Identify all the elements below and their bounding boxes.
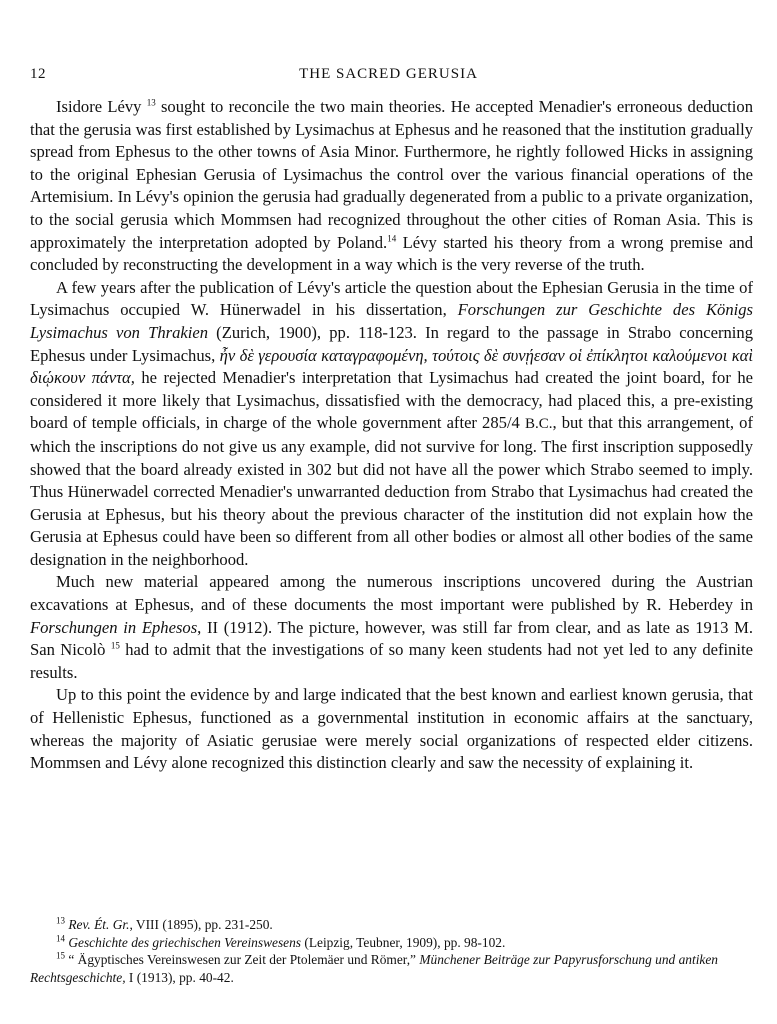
text: (Zurich, 1900), pp. 118-123. In regard to the passage in Strabo concerning Ephesus under Lysimachus, — [30, 322, 753, 365]
text: A few years after the publication of Lévy's article the question about the Ephesian Gerusia in the time of Lysimachus occupied W. Hünerwadel in his dissertation, — [30, 277, 753, 320]
text: , II (1912). The picture, however, was still far from clear, and as late as 1913 M. San Nicolò — [30, 617, 753, 660]
running-title: THE SACRED GERUSIA — [299, 66, 478, 82]
series-title: Münchener Beiträge zur Papyrusforschung und antiken Rechtsgeschichte, — [30, 952, 718, 985]
text: (Leipzig, Teubner, 1909), pp. 98-102. — [301, 934, 506, 950]
footnote-ref-15: 15 — [110, 640, 120, 651]
footnote-14 — [30, 934, 753, 952]
text: Much new material appeared among the numerous inscriptions uncovered during the Austrian excavations at Ephesus, and of these documents the most important were published by R. Heberdey in — [30, 572, 753, 615]
footnote-number: 13 — [56, 915, 65, 926]
text: sought to reconcile the two main theories. He accepted Menadier's erroneous deduction that the gerusia was first established by Lysimachus at Ephesus and he reasoned that the institution gradually spread from Ephesus to the other towns of Asia Minor. Furthermore, he rightly followed Hicks in assigning to the original Ephesian Gerusia of Lysimachus the control over the various financial operations of the Artemisium. In Lévy's opinion the gerusia had gradually degenerated from a public to a private organization, to the social gerusia which Mommsen had recognized throughout the other cities of Roman Asia. This is approximately the interpretation adopted by Poland. — [30, 97, 753, 252]
text: , but that this arrangement, of which the inscriptions do not give us any example, did not survive for long. The first inscription supposedly showed that the board already existed in 302 but did not have all the power which Strabo seemed to imply. Thus Hünerwadel corrected Menadier's unwarranted deduction from Strabo that Lysimachus had created the Gerusia at Ephesus, but his theory about the previous character of the institution did not explain how the Gerusia at Ephesus could have been so different from all other bodies or almost all other bodies of the same designation in the neighborhood. — [30, 413, 753, 569]
footnotes — [30, 916, 753, 986]
footnote-number: 15 — [56, 950, 65, 961]
text: I (1913), pp. 40-42. — [125, 969, 234, 985]
era-abbreviation: B.C. — [524, 416, 553, 433]
paragraph-4 — [30, 684, 753, 774]
book-title: Forschungen zur Geschichte des Königs Lysimachus von Thrakien — [30, 300, 753, 342]
footnote-15 — [30, 951, 753, 986]
footnote-number: 14 — [56, 933, 65, 944]
footnote-13 — [30, 916, 753, 934]
body-text — [30, 96, 753, 775]
book-title: Forschungen in Ephesos — [30, 617, 198, 637]
paragraph-2 — [30, 277, 753, 572]
greek-quotation: ἦν δὲ γερουσία καταγραφομένη, τούτοις δὲ συνῄεσαν οἱ ἐπίκλητοι καλούμενοι καὶ διῴκουν πάντα, — [30, 345, 753, 388]
text: , VIII (1895), pp. 231-250. — [129, 917, 273, 932]
journal-title: Rev. Ét. Gr. — [68, 917, 130, 932]
page-header — [30, 66, 747, 88]
footnote-ref-13: 13 — [146, 97, 156, 108]
text: Up to this point the evidence by and large indicated that the best known and earliest known gerusia, that of Hellenistic Ephesus, functioned as a governmental institution in economic affairs at the sanctuary, whereas the majority of Asiatic gerusiae were merely social organizations of respected elder citizens. Mommsen and Lévy alone recognized this distinction clearly and saw the necessity of explaining it. — [30, 685, 753, 773]
footnote-ref-14: 14 — [387, 233, 397, 244]
book-title: Geschichte des griechischen Vereinswesens — [68, 934, 302, 950]
page-number: 12 — [30, 66, 46, 82]
paragraph-1 — [30, 96, 753, 277]
paragraph-3 — [30, 571, 753, 684]
text: Lévy started his theory from a wrong premise and concluded by reconstructing the development in a way which is the very reverse of the truth. — [30, 232, 753, 275]
text: Isidore Lévy — [56, 97, 147, 116]
text: he rejected Menadier's interpretation that Lysimachus had created the joint board, for he considered it more likely that Lysimachus, dissatisfied with the democracy, had placed this, a pre-existing board of temple officials, in charge of the whole government after 285/4 — [30, 368, 753, 433]
text: had to admit that the investigations of so many keen students had not yet led to any definite results. — [30, 640, 753, 682]
text: “ Ägyptisches Vereinswesen zur Zeit der Ptolemäer und Römer,” — [68, 952, 420, 968]
